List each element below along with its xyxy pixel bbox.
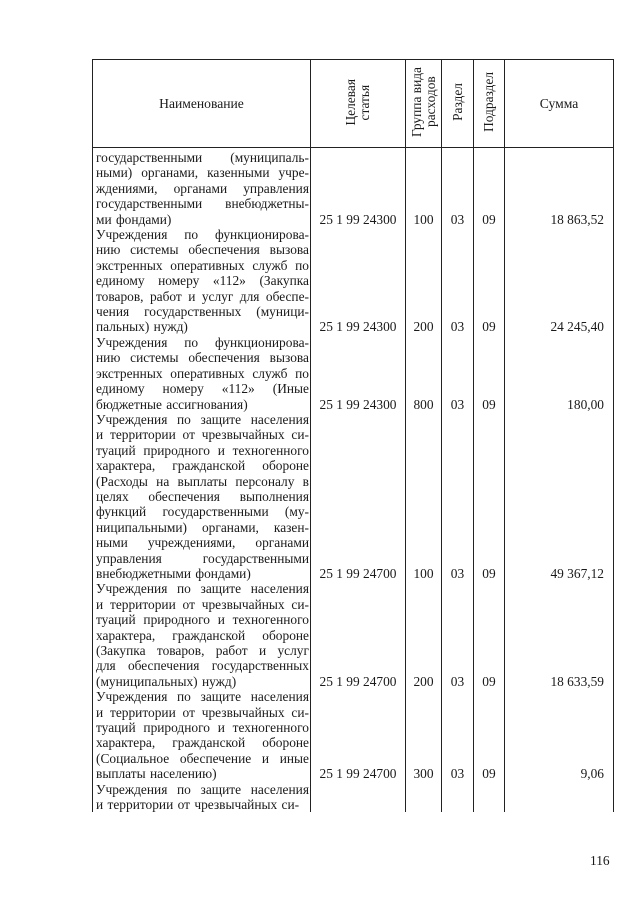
table-row (93, 412, 614, 581)
name-line: ными) органами, казенными учре- (96, 165, 309, 181)
cell-target-article (311, 782, 406, 813)
name-line: выплаты населению) (96, 766, 217, 782)
budget-table (92, 59, 614, 812)
name-line: нию системы обеспечения вызова (96, 242, 309, 258)
cell-sum: 180,00 (505, 335, 614, 412)
cell-sum: 49 367,12 (505, 412, 614, 581)
name-line: для обеспечения государственных (96, 658, 309, 674)
name-line: Учреждения по защите населения (96, 781, 309, 797)
name-line: товаров, работ и услуг для обеспе- (96, 288, 309, 304)
name-line: туаций природного и техногенного (96, 442, 309, 458)
name-line: характера, гражданской обороне (96, 627, 309, 643)
cell-subsection: 09 (474, 581, 505, 689)
name-line: ми фондами) (96, 211, 172, 227)
name-line: нию системы обеспечения вызова (96, 350, 309, 366)
name-line: и территории от чрезвычайных си- (96, 427, 309, 443)
name-line: государственными (муниципаль- (96, 150, 309, 165)
cell-section: 03 (442, 148, 474, 228)
name-line: экстренных оперативных служб по (96, 257, 309, 273)
name-line: целях обеспечения выполнения (96, 488, 309, 504)
cell-sum: 24 245,40 (505, 227, 614, 335)
name-line: внебюджетными фондами) (96, 565, 251, 581)
cell-section: 03 (442, 412, 474, 581)
table-body (93, 148, 614, 813)
header-expense-group: Группа вида расходов (406, 60, 442, 148)
header-name: Наименование (93, 60, 311, 148)
name-line: Учреждения по защите населения (96, 411, 309, 427)
name-line: пальных) нужд) (96, 319, 188, 335)
cell-name (93, 412, 311, 581)
cell-name (93, 689, 311, 781)
cell-section: 03 (442, 581, 474, 689)
cell-name (93, 335, 311, 412)
name-line: и территории от чрезвычайных си- (96, 596, 309, 612)
cell-target-article: 25 1 99 24700 (311, 581, 406, 689)
name-line: туаций природного и техногенного (96, 720, 309, 736)
cell-sum (505, 782, 614, 813)
cell-section: 03 (442, 227, 474, 335)
name-line: туаций природного и техногенного (96, 612, 309, 628)
name-line: ждениями, органами управления (96, 180, 309, 196)
cell-section (442, 782, 474, 813)
cell-expense-group: 100 (406, 148, 442, 228)
cell-sum: 18 863,52 (505, 148, 614, 228)
cell-sum: 9,06 (505, 689, 614, 781)
cell-target-article: 25 1 99 24700 (311, 412, 406, 581)
name-line: характера, гражданской обороне (96, 458, 309, 474)
name-line: характера, гражданской обороне (96, 735, 309, 751)
page-number: 116 (590, 853, 610, 868)
name-line: Учреждения по защите населения (96, 689, 309, 705)
table-row (93, 782, 614, 813)
cell-sum: 18 633,59 (505, 581, 614, 689)
name-line: управления государственными (96, 550, 309, 566)
cell-expense-group: 200 (406, 581, 442, 689)
cell-subsection: 09 (474, 689, 505, 781)
header-sum: Сумма (505, 60, 614, 148)
table-row (93, 581, 614, 689)
cell-expense-group (406, 782, 442, 813)
name-line: (Расходы на выплаты персоналу в (96, 473, 309, 489)
table-row (93, 689, 614, 781)
name-line: бюджетные ассигнования) (96, 396, 248, 412)
cell-subsection: 09 (474, 335, 505, 412)
table-row (93, 335, 614, 412)
name-line: Учреждения по функционирова- (96, 334, 309, 350)
cell-target-article: 25 1 99 24300 (311, 227, 406, 335)
name-line: ными учреждениями, органами (96, 535, 309, 551)
header-target-article: Целевая статья (311, 60, 406, 148)
cell-section: 03 (442, 689, 474, 781)
table-header (93, 60, 614, 148)
name-line: (муниципальных) нужд) (96, 673, 237, 689)
cell-subsection: 09 (474, 227, 505, 335)
cell-subsection (474, 782, 505, 813)
name-line: функций государственными (му- (96, 504, 309, 520)
name-line: чения государственных (муници- (96, 304, 309, 320)
cell-target-article: 25 1 99 24300 (311, 148, 406, 228)
cell-name (93, 581, 311, 689)
name-line: и территории от чрезвычайных си- (96, 797, 300, 813)
name-line: единому номеру «112» (Закупка (96, 273, 309, 289)
table-row (93, 227, 614, 335)
header-subsection: Подраздел (474, 60, 505, 148)
name-line: ниципальными) органами, казен- (96, 519, 309, 535)
cell-subsection: 09 (474, 148, 505, 228)
cell-name (93, 148, 311, 228)
name-line: Учреждения по функционирова- (96, 227, 309, 243)
cell-section: 03 (442, 335, 474, 412)
cell-subsection: 09 (474, 412, 505, 581)
cell-name (93, 782, 311, 813)
name-line: экстренных оперативных служб по (96, 365, 309, 381)
cell-name (93, 227, 311, 335)
name-line: государственными внебюджетны- (96, 196, 309, 212)
cell-expense-group: 200 (406, 227, 442, 335)
name-line: единому номеру «112» (Иные (96, 381, 309, 397)
cell-target-article: 25 1 99 24300 (311, 335, 406, 412)
cell-expense-group: 800 (406, 335, 442, 412)
cell-expense-group: 100 (406, 412, 442, 581)
name-line: (Социальное обеспечение и иные (96, 750, 309, 766)
name-line: (Закупка товаров, работ и услуг (96, 643, 309, 658)
name-line: Учреждения по защите населения (96, 581, 309, 597)
table-row (93, 148, 614, 228)
cell-expense-group: 300 (406, 689, 442, 781)
cell-target-article: 25 1 99 24700 (311, 689, 406, 781)
name-line: и территории от чрезвычайных си- (96, 704, 309, 720)
header-section: Раздел (442, 60, 474, 148)
